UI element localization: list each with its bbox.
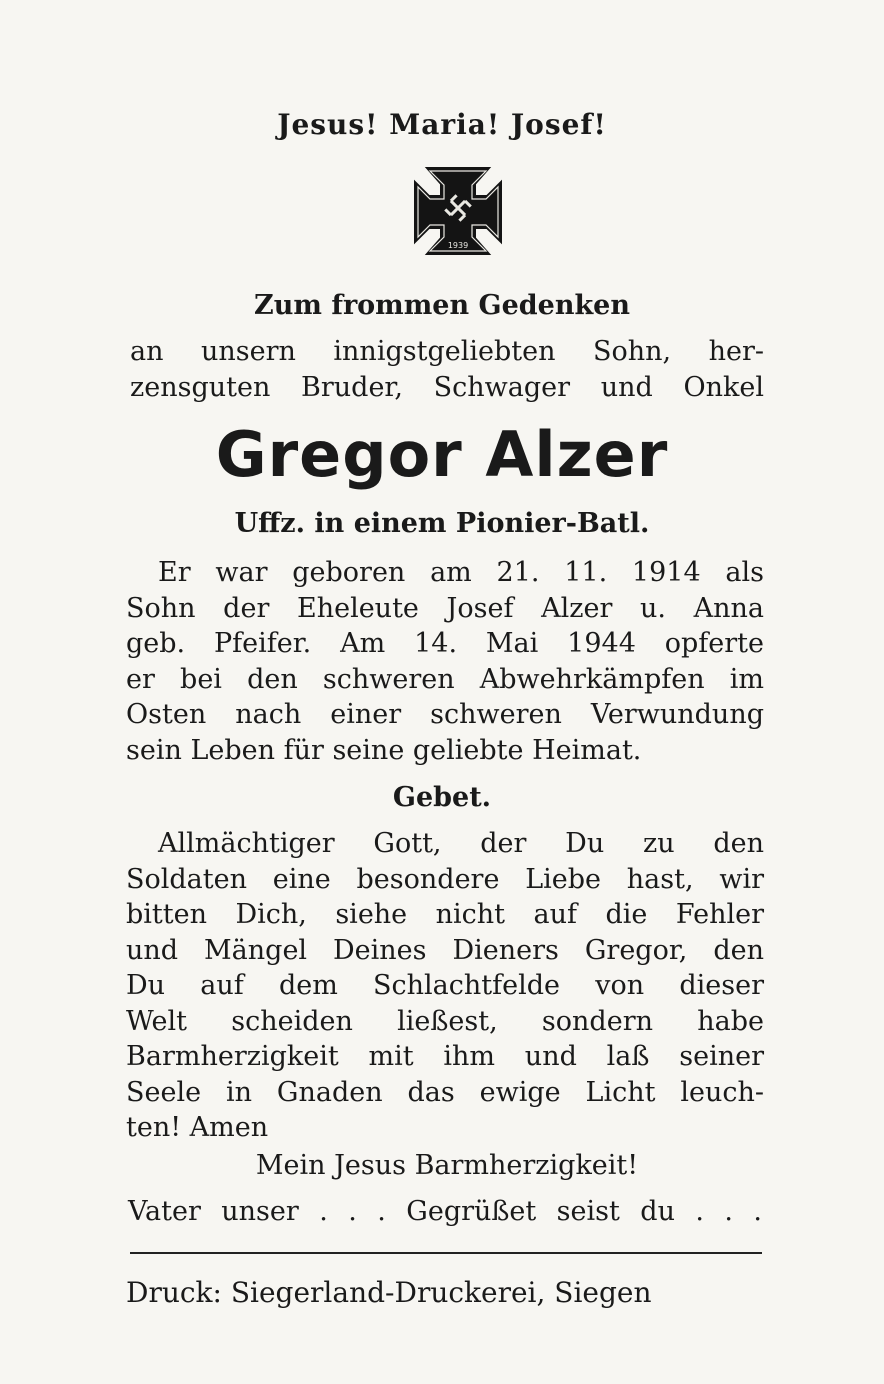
- emblem-year: 1939: [447, 241, 469, 250]
- prayer-line: Seele in Gnaden das ewige Licht leuch-: [126, 1076, 764, 1108]
- dedication-line: zensguten Bruder, Schwager und Onkel: [130, 372, 764, 403]
- dedication-line: an unsern innigstgeliebten Sohn, her-: [130, 336, 764, 367]
- prayer-line: und Mängel Deines Dieners Gregor, den: [126, 934, 764, 966]
- divider-rule: [130, 1252, 762, 1254]
- prayer-line: Du auf dem Schlachtfelde von dieser: [126, 970, 764, 1001]
- deceased-name: Gregor Alzer: [215, 418, 669, 491]
- bio-line: Osten nach einer schweren Verwundung: [126, 699, 764, 730]
- prayer-line: Soldaten eine besondere Liebe hast, wir: [126, 863, 764, 895]
- prayer-text: [126, 826, 764, 1146]
- memorial-title: Zum frommen Gedenken: [254, 290, 630, 321]
- printer-credit: Druck: Siegerland-Druckerei, Siegen: [126, 1276, 652, 1309]
- dedication-text: [130, 334, 764, 406]
- bio-line: Sohn der Eheleute Josef Alzer u. Anna: [126, 592, 764, 624]
- prayer-line: ten! Amen: [126, 1112, 269, 1143]
- biography: [126, 555, 764, 768]
- ejaculation-prayer: Mein Jesus Barmherzigkeit!: [255, 1150, 639, 1181]
- prayer-line: bitten Dich, siehe nicht auf die Fehler: [126, 899, 764, 930]
- prayer-line: Allmächtiger Gott, der Du zu den: [158, 828, 764, 859]
- bio-line: Er war geboren am 21. 11. 1914 als: [158, 557, 764, 588]
- bio-line: geb. Pfeifer. Am 14. Mai 1944 opferte: [126, 628, 764, 659]
- prayer-line: Welt scheiden ließest, sondern habe: [126, 1005, 764, 1037]
- invocation-header: Jesus! Maria! Josef!: [277, 108, 607, 141]
- bio-line: er bei den schweren Abwehrkämpfen im: [126, 663, 764, 695]
- prayer-heading: Gebet.: [392, 782, 492, 813]
- military-rank: Uffz. in einem Pionier-Batl.: [234, 508, 650, 539]
- bio-line: sein Leben für seine geliebte Heimat.: [126, 734, 642, 766]
- prayer-line: Barmherzigkeit mit ihm und laß seiner: [126, 1041, 764, 1072]
- paternoster-line: [128, 1196, 762, 1227]
- paternoster-text: Vater unser . . . Gegrüßet seist du . . .: [128, 1196, 762, 1227]
- iron-cross-icon: [413, 166, 503, 256]
